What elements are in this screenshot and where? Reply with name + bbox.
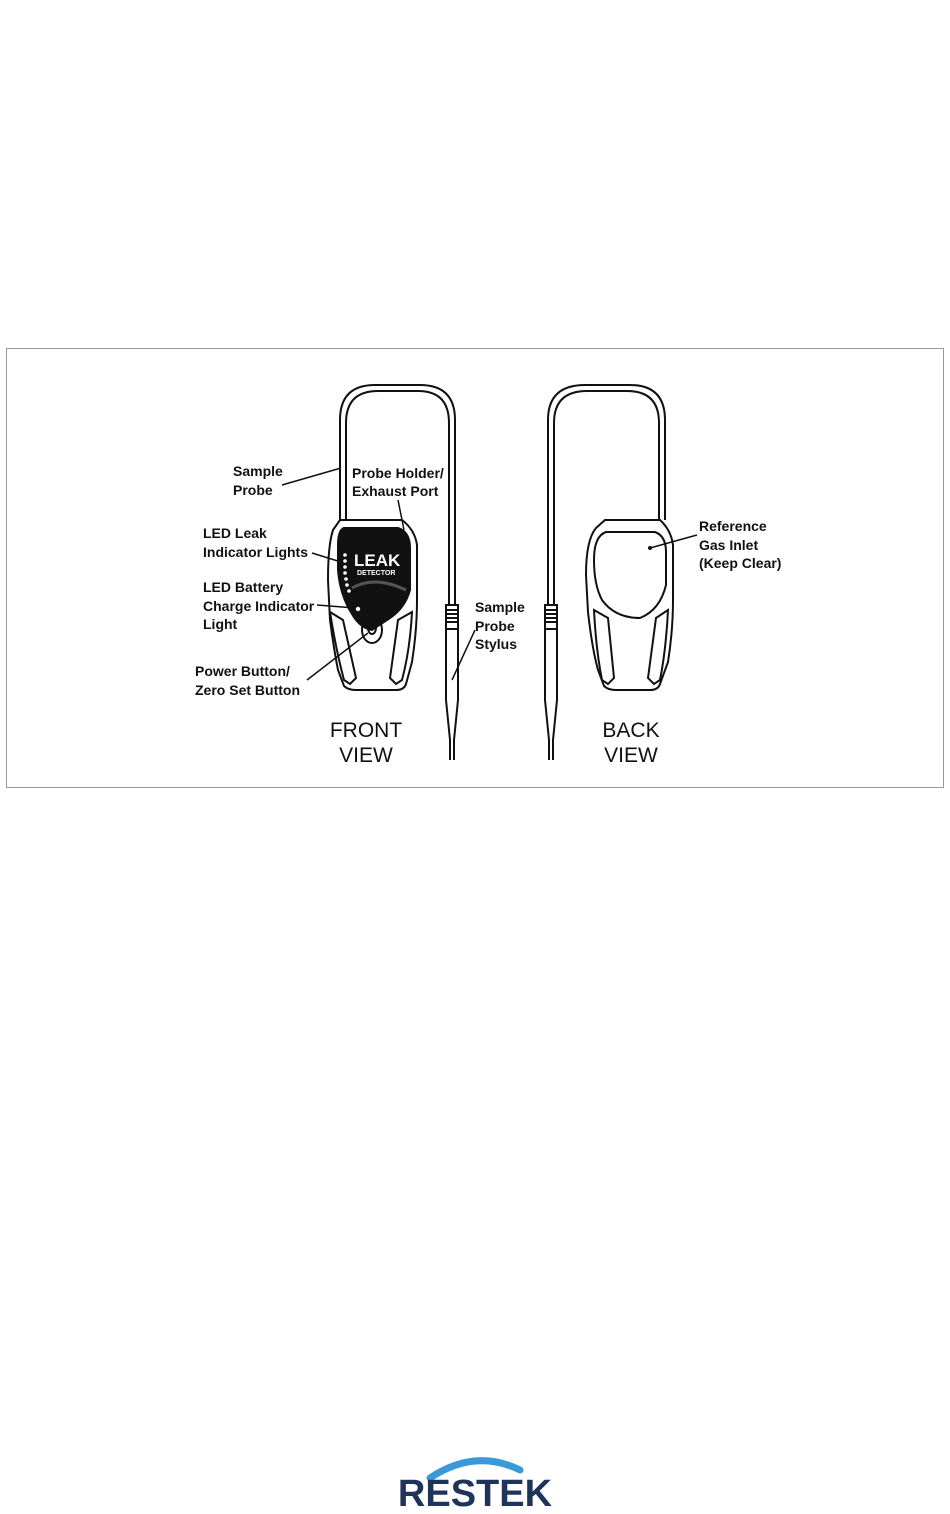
back-probe-tube bbox=[548, 385, 665, 605]
front-view-title-2: VIEW bbox=[339, 744, 393, 767]
callout-led-leak: LED Leak Indicator Lights bbox=[203, 525, 308, 560]
back-view-device bbox=[545, 385, 673, 760]
device-text-main: LEAK bbox=[354, 551, 401, 570]
back-left-grip bbox=[594, 610, 614, 684]
back-view-title-2: VIEW bbox=[604, 744, 658, 767]
back-probe-tube-inner bbox=[554, 391, 659, 605]
callout-stylus: Sample Probe Stylus bbox=[475, 599, 525, 652]
restek-wordmark: RESTEK bbox=[397, 1473, 553, 1514]
stylus-grip bbox=[446, 605, 458, 629]
callout-power-button: Power Button/ Zero Set Button bbox=[195, 663, 300, 698]
device-text-sub: DETECTOR bbox=[357, 570, 396, 577]
back-callouts bbox=[699, 518, 781, 571]
back-stylus-grip bbox=[545, 605, 557, 629]
battery-indicator-light bbox=[356, 607, 360, 611]
callout-sample-probe: Sample Probe bbox=[233, 463, 283, 498]
stylus-tip bbox=[446, 629, 458, 760]
front-face-panel bbox=[338, 528, 410, 630]
front-view-title-1: FRONT bbox=[329, 719, 403, 742]
callout-led-battery: LED Battery Charge Indicator Light bbox=[203, 579, 315, 632]
callout-reference-gas: Reference Gas Inlet (Keep Clear) bbox=[699, 518, 782, 571]
back-inner-panel bbox=[594, 532, 666, 618]
back-view-title-1: BACK bbox=[602, 719, 660, 742]
back-stylus-tip bbox=[545, 629, 557, 760]
callout-probe-holder: Probe Holder/ Exhaust Port bbox=[352, 465, 444, 499]
restek-logo bbox=[398, 1461, 553, 1514]
